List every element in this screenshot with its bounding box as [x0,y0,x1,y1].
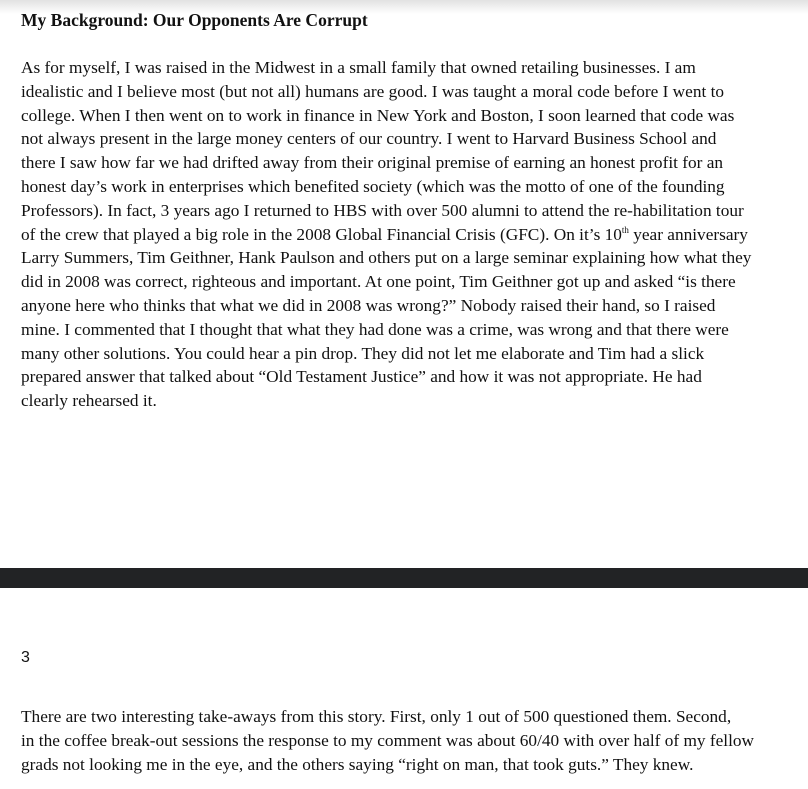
paragraph-line: anyone here who thinks that what we did in 2008 was wrong?” Nobody raised their hand, so I raised [21,295,716,315]
paragraph-line: mine. I commented that I thought that what they had done was a crime, was wrong and that there were [21,319,729,339]
paragraph-line: There are two interesting take-aways from this story. First, only 1 out of 500 questioned them. Second, [21,707,732,726]
paragraph-line: clearly rehearsed it. [21,391,157,411]
line-text: of the crew that played a big role in the 2008 Global Financial Crisis (GFC). On it’s 10 [21,224,622,244]
paragraph-line: idealistic and I believe most (but not all) humans are good. I was taught a moral code before I went to [21,81,725,101]
document-page-lower [0,588,808,789]
paragraph-line: college. When I then went on to work in finance in New York and Boston, I soon learned that code was [21,105,735,125]
paragraph-line: in the coffee break-out sessions the response to my comment was about 60/40 with over half of my fellow [21,730,755,750]
paragraph-line: Professors). In fact, 3 years ago I returned to HBS with over 500 alumni to attend the re-habilitation tour [21,200,744,220]
paragraph-line: honest day’s work in enterprises which benefited society (which was the motto of one of the founding [21,176,725,196]
paragraph-line: not always present in the large money centers of our country. I went to Harvard Business School and [21,129,717,149]
ordinal-superscript: th [621,224,629,235]
line-text-tail: year anniversary [628,224,748,244]
section-heading: My Background: Our Opponents Are Corrupt [21,10,368,30]
body-paragraph [21,705,801,776]
paragraph-line: As for myself, I was raised in the Midwest in a small family that owned retailing businesses. I am [21,58,696,77]
paragraph-line [21,223,801,247]
paragraph-line: many other solutions. You could hear a pin drop. They did not let me elaborate and Tim had a slick [21,343,705,363]
paragraph-line: did in 2008 was correct, righteous and important. At one point, Tim Geithner got up and asked “is there [21,272,736,292]
paragraph-line: there I saw how far we had drifted away from their original premise of earning an honest profit for an [21,153,724,173]
paragraph-line: Larry Summers, Tim Geithner, Hank Paulson and others put on a large seminar explaining how what they [21,248,752,268]
page-number: 3 [21,649,30,666]
page-separator [0,568,808,588]
body-paragraph [21,56,801,413]
paragraph-line: grads not looking me in the eye, and the others saying “right on man, that took guts.” They knew. [21,754,694,774]
paragraph-line: prepared answer that talked about “Old Testament Justice” and how it was not appropriate. He had [21,367,702,387]
